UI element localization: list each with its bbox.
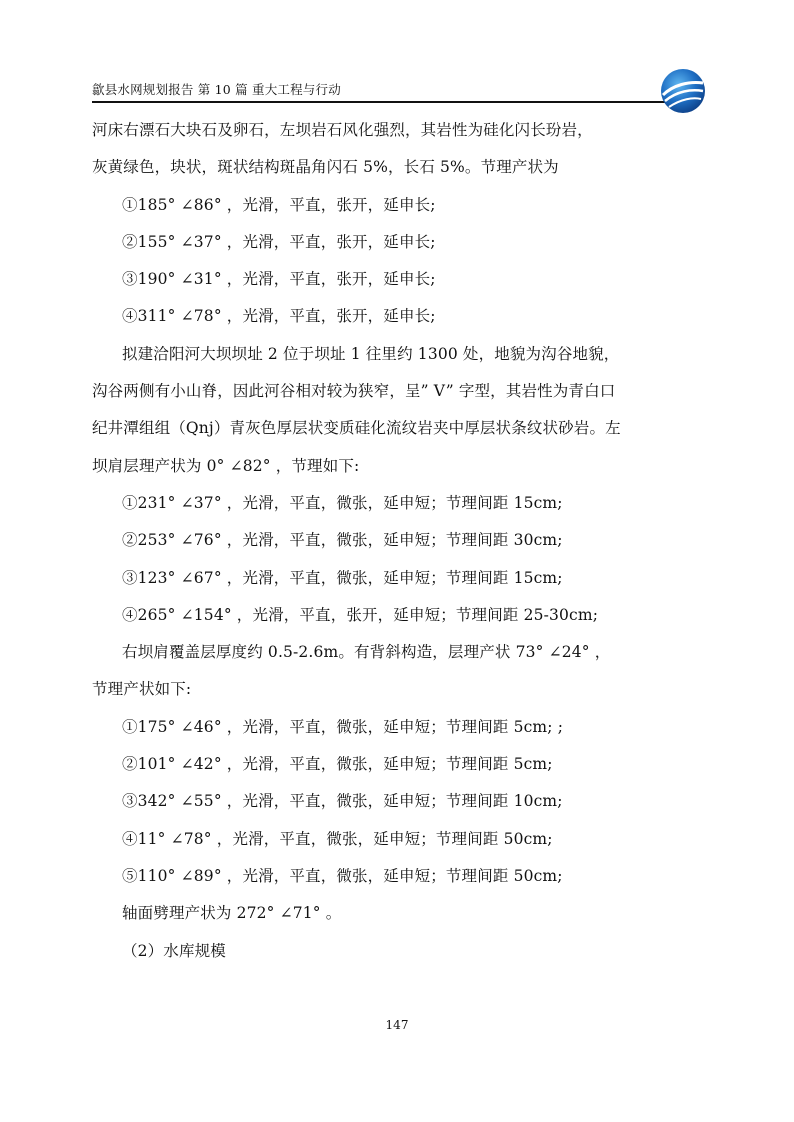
paragraph-line: 纪井潭组组（Qnj）青灰色厚层状变质硅化流纹岩夹中厚层状条纹状砂岩。左 — [92, 419, 621, 438]
paragraph-line: 河床右漂石大块石及卵石，左坝岩石风化强烈，其岩性为硅化闪长玢岩， — [92, 121, 593, 139]
joint-item: ②155° ∠37° ，光滑，平直，张开，延申长; — [122, 232, 436, 251]
page-header — [92, 78, 704, 98]
page-number: 147 — [385, 1018, 409, 1032]
paragraph-line: 拟建洽阳河大坝坝址 2 位于坝址 1 往里约 1300 处，地貌为沟谷地貌， — [122, 344, 620, 363]
paragraph-line: 灰黄绿色，块状，斑状结构斑晶角闪石 5%，长石 5%。节理产状为 — [92, 158, 559, 177]
joint-item: ⑤110° ∠89° ，光滑，平直，微张，延申短；节理间距 50cm; — [122, 866, 563, 885]
section-heading: （2）水库规模 — [122, 941, 226, 960]
logo-graphic — [659, 67, 707, 115]
joint-item: ①231° ∠37° ，光滑，平直，微张，延申短；节理间距 15cm; — [122, 493, 563, 512]
paragraph-line: 右坝肩覆盖层厚度约 0.5-2.6m。有背斜构造，层理产状 73° ∠24° ， — [122, 643, 611, 662]
joint-item: ②253° ∠76° ，光滑，平直，微张，延申短；节理间距 30cm; — [122, 531, 563, 550]
joint-item: ①175° ∠46° ，光滑，平直，微张，延申短；节理间距 5cm; ; — [122, 717, 564, 736]
joint-item: ③123° ∠67° ，光滑，平直，微张，延申短；节理间距 15cm; — [122, 568, 563, 587]
joint-item: ③190° ∠31° ，光滑，平直，张开，延申长; — [122, 270, 436, 289]
paragraph-line: 坝肩层理产状为 0° ∠82° ，节理如下: — [92, 456, 360, 475]
header-divider — [92, 101, 700, 103]
water-network-logo-icon — [659, 67, 707, 115]
joint-item: ②101° ∠42° ，光滑，平直，微张，延申短；节理间距 5cm; — [122, 755, 553, 774]
paragraph-line: 轴面劈理产状为 272° ∠71° 。 — [122, 904, 342, 923]
header-title: 歙县水网规划报告 第 10 篇 重大工程与行动 — [92, 82, 341, 97]
paragraph-line: 沟谷两侧有小山脊，因此河谷相对较为狭窄，呈” V” 字型，其岩性为青白口 — [92, 382, 616, 401]
paragraph-line: 节理产状如下: — [92, 680, 192, 699]
joint-item: ④265° ∠154° ，光滑，平直，张开，延申短；节理间距 25-30cm; — [122, 605, 599, 624]
joint-item: ①185° ∠86° ，光滑，平直，张开，延申长; — [122, 195, 436, 214]
joint-item: ④11° ∠78° ，光滑，平直，微张，延申短；节理间距 50cm; — [122, 829, 553, 848]
joint-item: ③342° ∠55° ，光滑，平直，微张，延申短；节理间距 10cm; — [122, 792, 563, 811]
document-body — [92, 112, 704, 970]
joint-item: ④311° ∠78° ，光滑，平直，张开，延申长; — [122, 307, 436, 326]
